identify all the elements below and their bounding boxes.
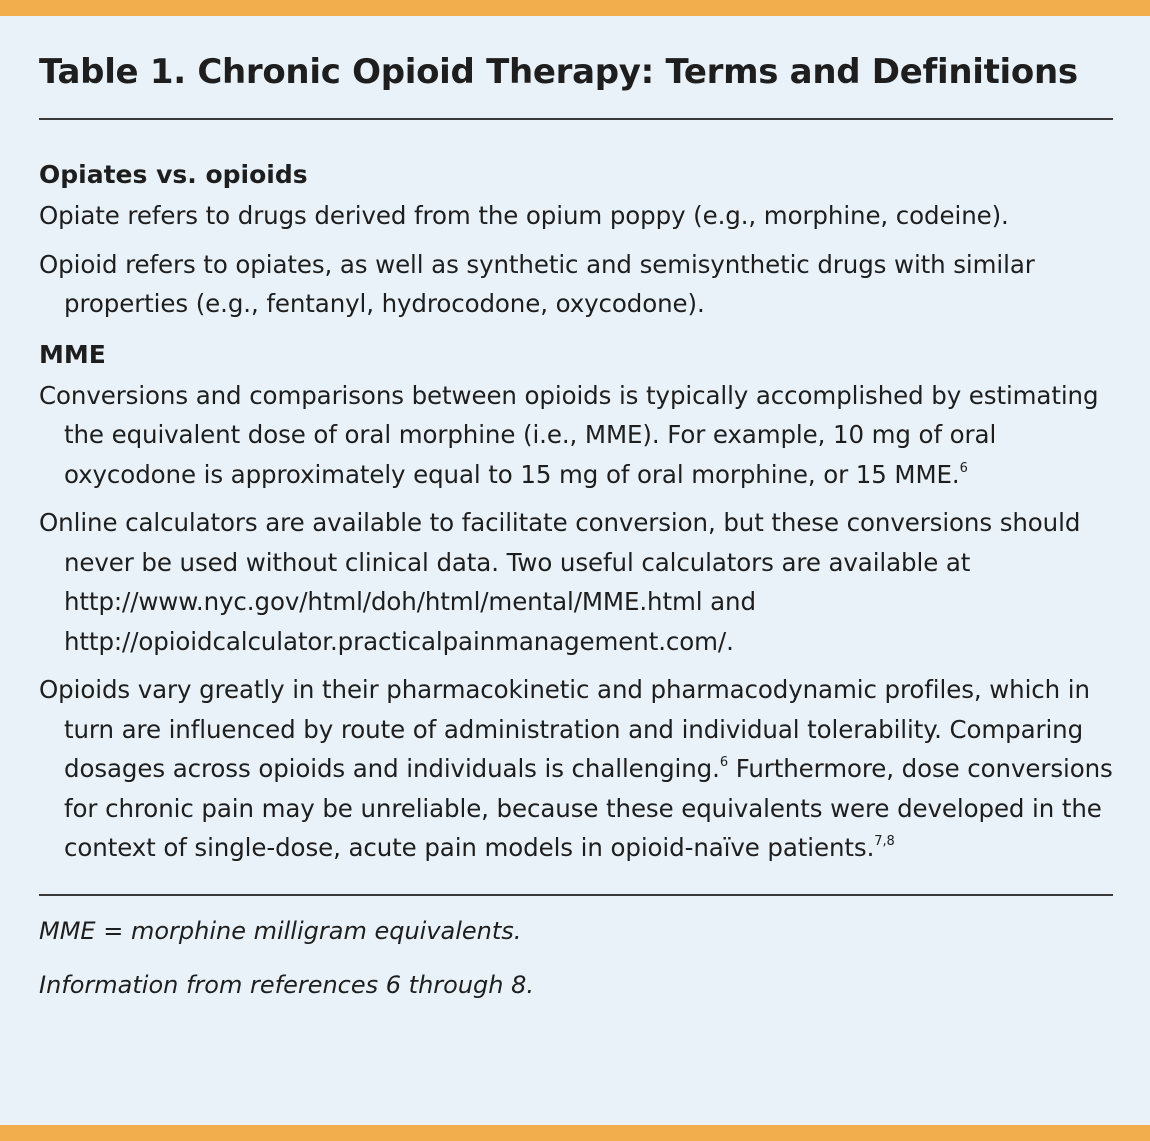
- opioid-variability-paragraph: [39, 670, 1113, 868]
- reference-superscript: 7,8: [874, 834, 895, 849]
- footnote-abbreviation: MME = morphine milligram equivalents.: [39, 916, 522, 945]
- footnote-sources: Information from references 6 through 8.: [39, 970, 535, 999]
- definition-opioid: [39, 245, 1113, 324]
- online-calculators-text: Online calculators are available to facilitate conversion, but these conversions should never be used without clinical data. Two useful calculators are available at http://www.nyc.gov/html/doh/html/mental/MME.html and http://opioidcalculator.practicalpainmanagement.com/.: [39, 508, 1081, 656]
- top-accent-band: [0, 0, 1150, 16]
- online-calculators-paragraph: [39, 503, 1113, 661]
- section-heading-opiates-vs-opioids: Opiates vs. opioids: [39, 160, 308, 189]
- definition-opiate-text: Opiate refers to drugs derived from the opium poppy (e.g., morphine, codeine).: [39, 201, 1009, 230]
- title-divider: [39, 118, 1113, 120]
- opioid-variability-text: Opioids vary greatly in their pharmacokinetic and pharmacodynamic profiles, which in turn are influenced by route of administration and individual tolerability. Comparing dosages across opioids and individuals is challenging.: [39, 675, 1090, 783]
- bottom-accent-band: [0, 1125, 1150, 1141]
- section-heading-mme: MME: [39, 339, 106, 369]
- reference-superscript: 6: [719, 755, 728, 770]
- definition-opioid-text: Opioid refers to opiates, as well as synthetic and semisynthetic drugs with similar properties (e.g., fentanyl, hydrocodone, oxycodone).: [39, 249, 1035, 318]
- table-title: Table 1. Chronic Opioid Therapy: Terms and Definitions: [39, 52, 1078, 92]
- footnote-divider: [39, 894, 1113, 896]
- table-content: [39, 16, 1113, 1002]
- reference-superscript: 6: [959, 460, 968, 476]
- mme-conversion-text: Conversions and comparisons between opioids is typically accomplished by estimating the equivalent dose of oral morphine (i.e., MME). For example, 10 mg of oral oxycodone is approximately equal to 15 mg of oral morphine, or 15 MME.: [39, 380, 1099, 489]
- definition-opiate: [39, 196, 1113, 236]
- mme-conversion-paragraph: [39, 376, 1113, 495]
- dose-conversion-text: Furthermore, dose conversions for chronic pain may be unreliable, because these equivalents were developed in the context of single-dose, acute pain models in opioid-naïve patients.: [64, 754, 1113, 862]
